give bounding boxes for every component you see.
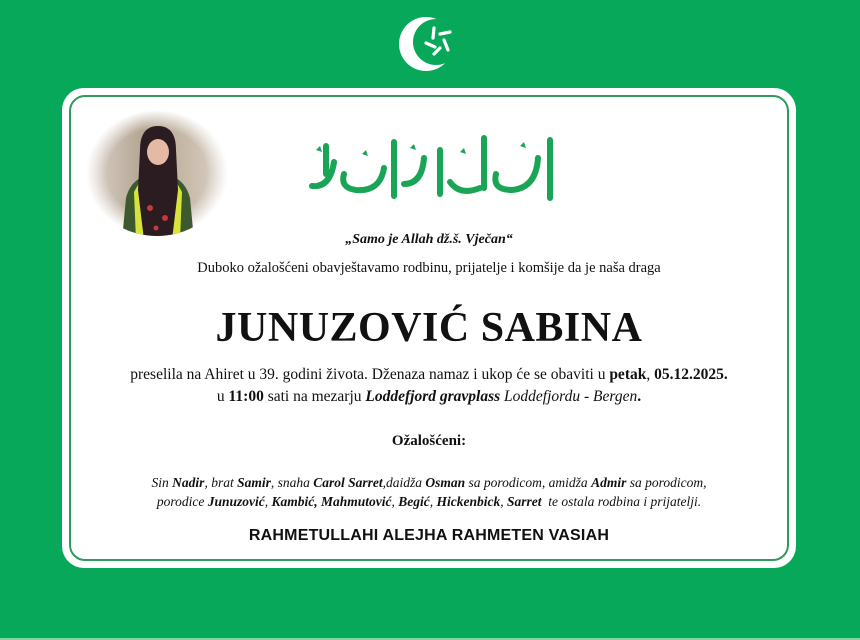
mourner-text: sa porodicom, amidža xyxy=(465,475,592,490)
funeral-date: 05.12.2025. xyxy=(654,366,728,383)
mourner-name: Begić xyxy=(398,494,430,509)
mourner-text: , brat xyxy=(204,475,238,490)
funeral-details-line2 xyxy=(62,388,796,406)
mourner-text: , xyxy=(500,494,507,509)
funeral-details-line1 xyxy=(62,366,796,384)
mourner-text: , xyxy=(429,494,437,509)
funeral-time: 11:00 xyxy=(228,388,264,405)
details-text: sati na mezarju xyxy=(263,388,366,405)
announcement-intro: Duboko ožalošćeni obavještavamo rodbinu, prijatelje i komšije da je naša draga xyxy=(197,260,661,276)
quote: „Samo je Allah dž.š. Vječan“ xyxy=(345,232,513,247)
details-text: . xyxy=(637,388,642,405)
mourners-list xyxy=(62,473,796,511)
closing-prayer: RAHMETULLAHI ALEJHA RAHMETEN VASIAH xyxy=(248,527,610,544)
mourner-name: Osman xyxy=(425,475,466,490)
crescent-star-icon xyxy=(396,10,462,76)
mourners-line-1 xyxy=(62,473,796,492)
cemetery-location: Loddefjordu - Bergen xyxy=(500,388,638,405)
details-text: preselila na Ahiret u 39. godini života. Dženaza namaz i ukop će se obaviti u xyxy=(130,366,610,383)
deceased-name: JUNUZOVIĆ SABINA xyxy=(215,305,643,351)
mourner-name: Admir xyxy=(591,475,627,490)
portrait-figure xyxy=(120,120,196,236)
mourner-name: Nadir xyxy=(172,475,205,490)
mourner-text: porodice xyxy=(156,494,208,509)
mourner-name: Sarret xyxy=(507,494,542,509)
mourner-name: Carol Sarret xyxy=(313,475,383,490)
cemetery-name: Loddefjord gravplass xyxy=(365,388,501,405)
mourner-name: Hickenbick xyxy=(436,494,501,509)
mourner-text: sa porodicom, xyxy=(626,475,707,490)
mourner-name: Junuzović xyxy=(207,494,265,509)
mourner-text: Sin xyxy=(151,475,173,490)
mourner-text: , snaha xyxy=(270,475,314,490)
arabic-calligraphy xyxy=(300,128,580,208)
mourner-text: , xyxy=(264,494,272,509)
mourner-name: Kambić, Mahmutović xyxy=(271,494,392,509)
details-text: , xyxy=(646,366,655,383)
mourners-line-2 xyxy=(62,492,796,511)
mourner-text: te ostala rodbina i prijatelji. xyxy=(541,494,702,509)
funeral-day: petak xyxy=(609,366,647,383)
mourners-heading: Ožalošćeni: xyxy=(391,433,467,449)
mourner-name: Samir xyxy=(237,475,271,490)
mourner-text: , xyxy=(391,494,399,509)
mourner-text: ,daidža xyxy=(382,475,426,490)
portrait-photo xyxy=(86,110,228,236)
details-text: u xyxy=(216,388,229,405)
